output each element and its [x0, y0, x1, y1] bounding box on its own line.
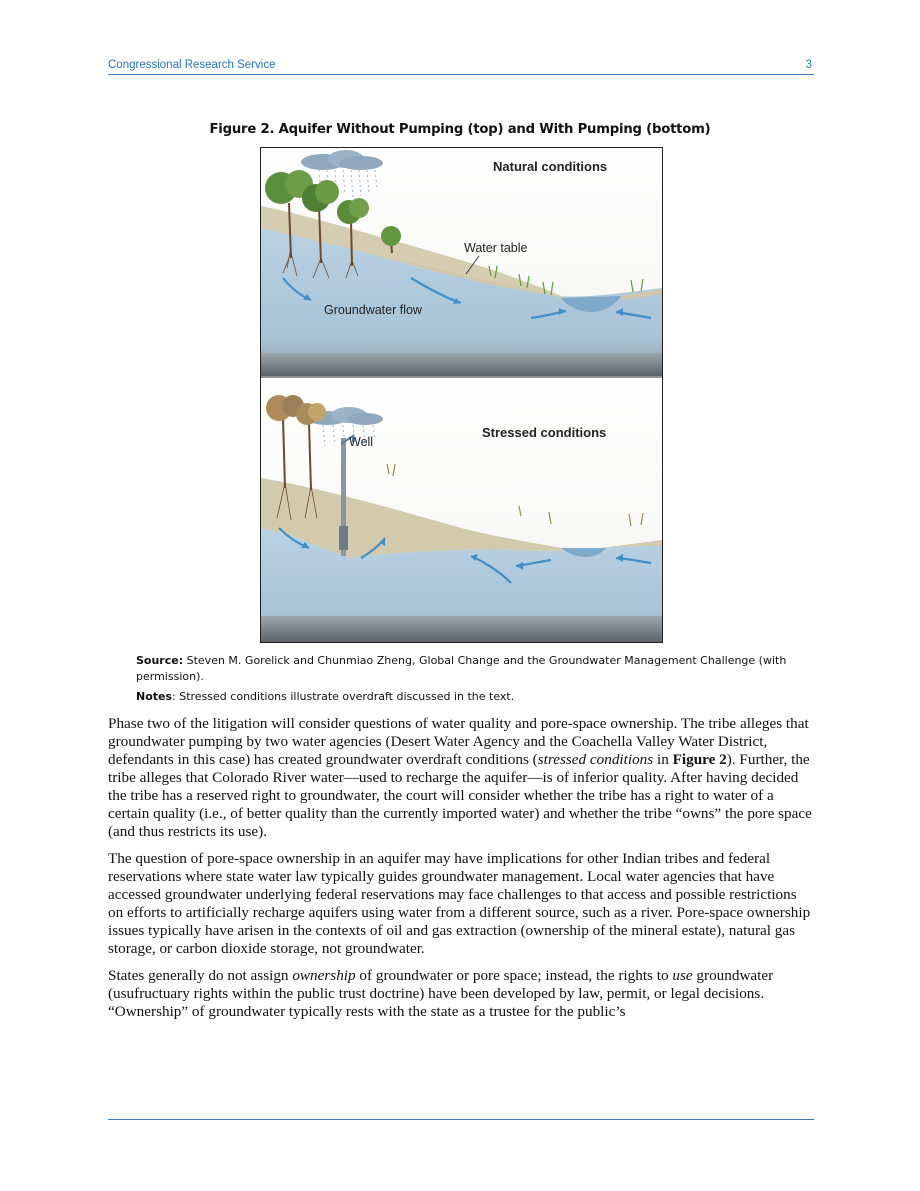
use-emphasis: use — [672, 967, 693, 984]
paragraph-3-text: groundwater (usufructuary rights within the public trust doctrine) have been developed by law, permit, or legal decisions. “Ownership” of groundwater typically rests with the state as a trustee for the public’s — [108, 967, 774, 1020]
page-number: 3 — [805, 59, 812, 71]
source-label: Source: — [136, 654, 184, 667]
notes-text: : Stressed conditions illustrate overdraft discussed in the text. — [172, 690, 515, 703]
paragraph-1 — [108, 715, 814, 841]
paragraph-1-text: in — [653, 751, 673, 768]
figure-source — [136, 653, 804, 685]
paragraph-1-text: Phase two of the litigation will consider questions of water quality and pore-space ownership. The tribe alleges that groundwater pumping by two water agencies (Desert Water Agency and the Coachella Valley Water District, defendants in this case) has created groundwater overdraft conditions ( — [108, 715, 809, 768]
top-panel — [261, 148, 662, 376]
header-organization: Congressional Research Service — [108, 59, 276, 71]
paragraph-1-text: ). Further, the tribe alleges that Colorado River water—used to recharge the aquifer—is of inferior quality. After having decided the tribe has a reserved right to groundwater, the court will consider whether the tribe has a right to water of a certain quality (i.e., of better quality than the currently imported water) and whether the tribe “owns” the pore space (and thus restricts its use). — [108, 751, 812, 840]
figure-title: Figure 2. Aquifer Without Pumping (top) and With Pumping (bottom) — [209, 122, 711, 137]
footer-rule — [108, 1119, 814, 1120]
source-text: Steven M. Gorelick and Chunmiao Zheng, Global Change and the Groundwater Management Challenge (with permission). — [136, 654, 787, 683]
natural-conditions-label: Natural conditions — [493, 159, 608, 174]
stressed-conditions-label: Stressed conditions — [482, 425, 607, 440]
stressed-conditions-emphasis: stressed conditions — [537, 751, 654, 768]
body-text — [108, 715, 814, 1030]
paragraph-2: The question of pore-space ownership in an aquifer may have implications for other Indian tribes and federal reservations where state water law typically guides groundwater management. Local water agencies that have accessed groundwater underlying federal reservations may face challenges to that access and possible restrictions on efforts to artificially recharge aquifers using water from a different source, such as a river. Pore-space ownership issues typically have arisen in the contexts of oil and gas extraction (ownership of the mineral estate), natural gas storage, or carbon dioxide storage, not groundwater. — [108, 850, 811, 957]
figure-notes — [136, 689, 804, 705]
water-table-label: Water table — [464, 241, 528, 255]
figure-reference: Figure 2 — [672, 751, 727, 768]
ownership-emphasis: ownership — [292, 967, 356, 984]
well-label: Well — [349, 435, 374, 449]
aquifer-figure — [260, 147, 663, 643]
bottom-panel — [261, 378, 662, 642]
groundwater-flow-label: Groundwater flow — [324, 303, 422, 317]
paragraph-3 — [108, 967, 814, 1021]
aquifer-diagram — [261, 148, 662, 642]
notes-label: Notes — [136, 690, 173, 703]
paragraph-3-text: States generally do not assign — [108, 967, 293, 984]
paragraph-3-text: of groundwater or pore space; instead, the rights to — [355, 967, 673, 984]
page-header — [108, 58, 814, 75]
